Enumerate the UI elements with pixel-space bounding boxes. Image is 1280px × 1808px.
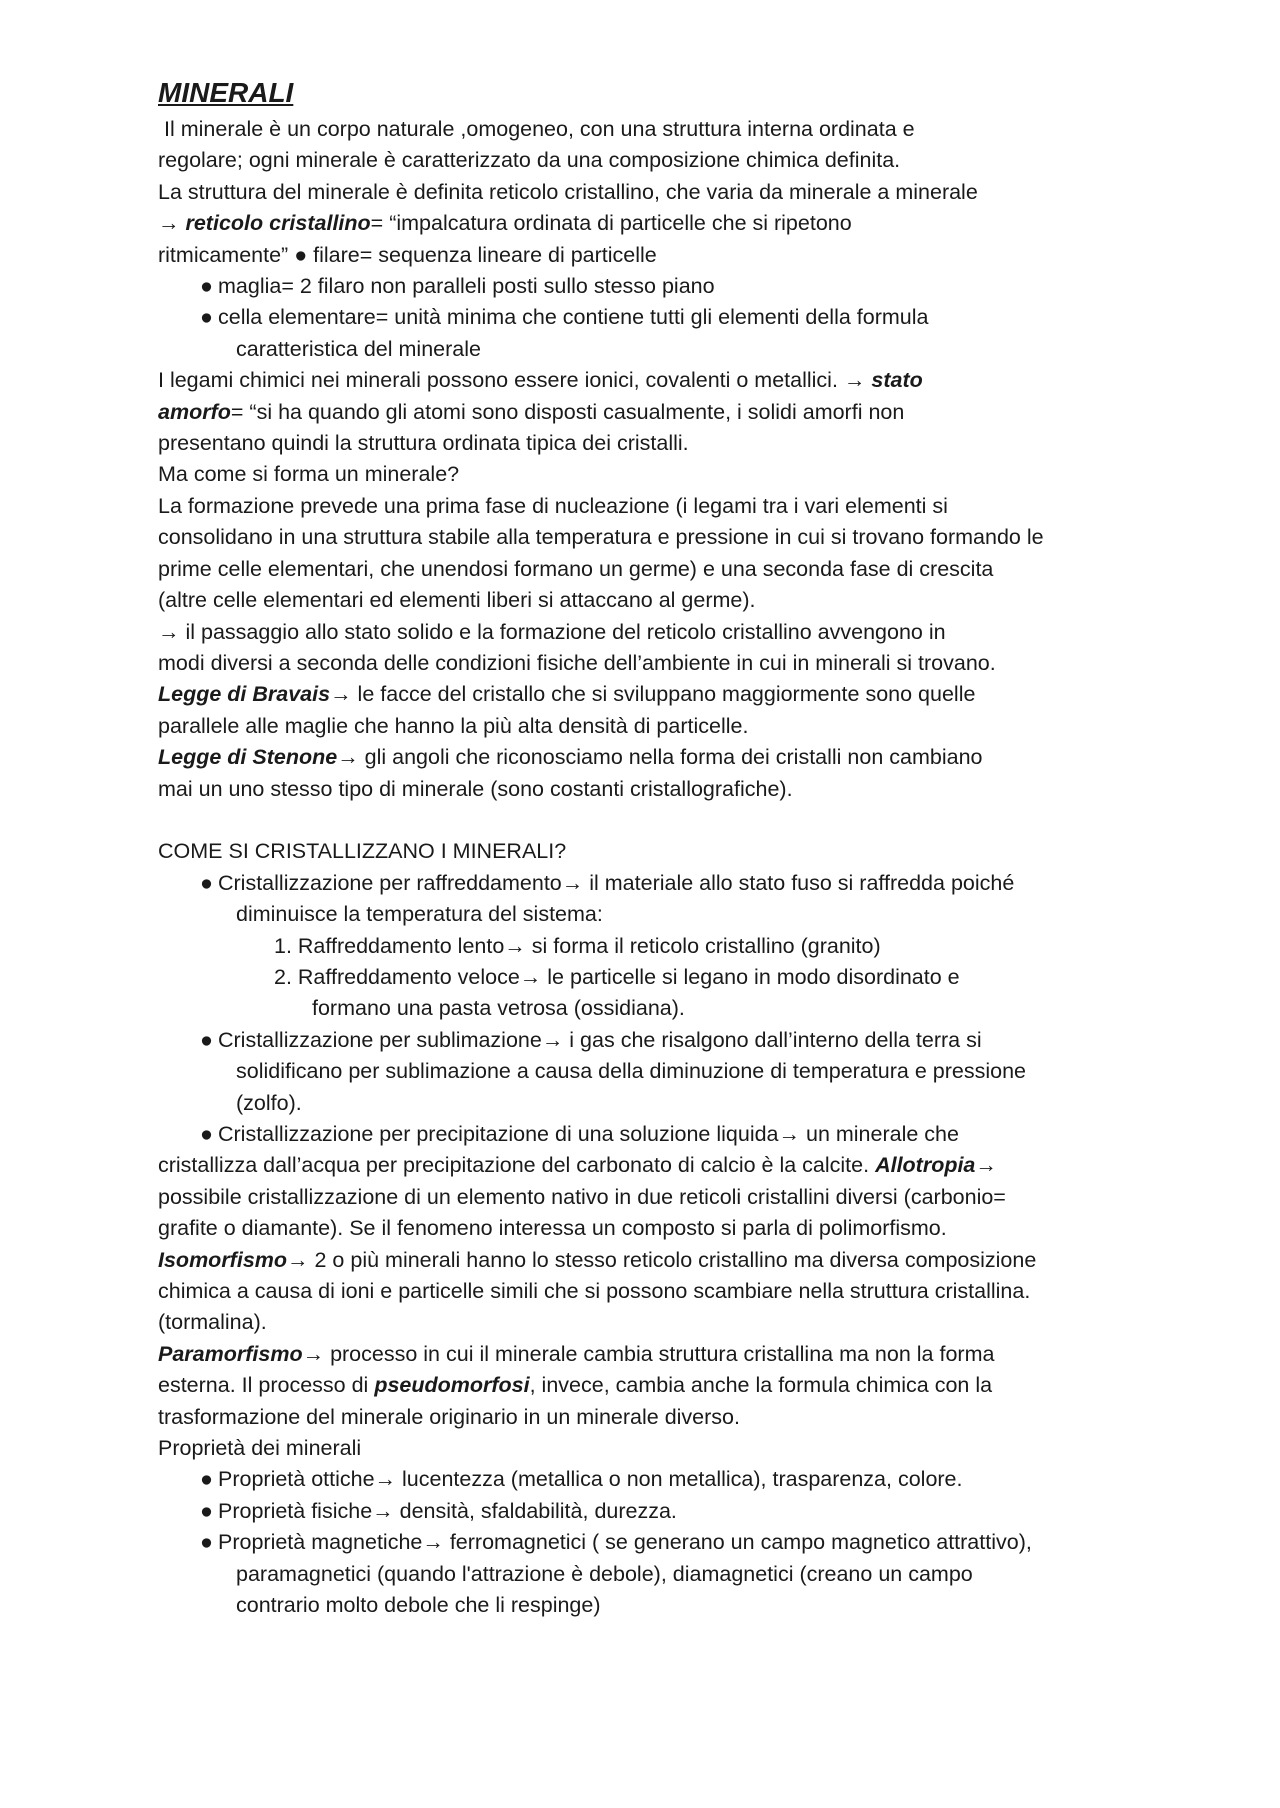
list-item: ● Cristallizzazione per raffreddamento→ il materiale allo stato fuso si raffredda poiché (158, 868, 1160, 899)
text-line: Paramorfismo→ processo in cui il minerale cambia struttura cristallina ma non la forma (158, 1341, 995, 1366)
text-line: prime celle elementari, che unendosi formano un germe) e una seconda fase di crescita (158, 556, 994, 581)
list-item: ● maglia= 2 filaro non paralleli posti sullo stesso piano (158, 271, 1160, 302)
bullet-icon: ● (200, 1467, 213, 1492)
text-line: solidificano per sublimazione a causa della diminuzione di temperatura e pressione (236, 1059, 1026, 1084)
text-line: parallele alle maglie che hanno la più alta densità di particelle. (158, 713, 749, 738)
text-line: La formazione prevede una prima fase di nucleazione (i legami tra i vari elementi si (158, 493, 948, 518)
text-line: Legge di Bravais→ le facce del cristallo che si sviluppano maggiormente sono quelle (158, 682, 976, 707)
bullet-icon: ● (200, 274, 213, 299)
text-line: Ma come si forma un minerale? (158, 462, 460, 487)
bullet-icon: ● (200, 1498, 213, 1523)
page-title: MINERALI (158, 77, 294, 108)
numbered-item: 1. Raffreddamento lento→ si forma il reticolo cristallino (granito) (274, 933, 881, 958)
bullet-icon: ● (200, 1027, 213, 1052)
text-line: presentano quindi la struttura ordinata tipica dei cristalli. (158, 431, 689, 456)
term-stato: stato (871, 368, 923, 393)
list-item: ● Proprietà magnetiche→ ferromagnetici ( se generano un campo magnetico attrattivo), (158, 1527, 1160, 1558)
bullet-icon: ● (200, 305, 213, 330)
text-line: (tormalina). (158, 1310, 267, 1335)
term-legge-bravais: Legge di Bravais (158, 682, 331, 707)
term-legge-stenone: Legge di Stenone (158, 745, 338, 770)
section-heading: Proprietà dei minerali (158, 1436, 362, 1461)
text-line: grafite o diamante). Se il fenomeno interessa un composto si parla di polimorfismo. (158, 1216, 947, 1241)
text-line: → reticolo cristallino= “impalcatura ordinata di particelle che si ripetono (158, 211, 852, 236)
bullet-icon: ● (200, 1530, 213, 1555)
text-line: regolare; ogni minerale è caratterizzato da una composizione chimica definita. (158, 148, 901, 173)
text-line: consolidano in una struttura stabile alla temperatura e pressione in cui si trovano formando le (158, 525, 1044, 550)
text-line: amorfo= “si ha quando gli atomi sono disposti casualmente, i solidi amorfi non (158, 399, 905, 424)
text-line: modi diversi a seconda delle condizioni fisiche dell’ambiente in cui in minerali si trovano. (158, 650, 996, 675)
term-amorfo: amorfo (158, 399, 231, 424)
text-line: La struttura del minerale è definita reticolo cristallino, che varia da minerale a minerale (158, 179, 978, 204)
numbered-item: 2. Raffreddamento veloce→ le particelle si legano in modo disordinato e (274, 964, 960, 989)
text-line: → il passaggio allo stato solido e la formazione del reticolo cristallino avvengono in (158, 619, 946, 644)
text-line: I legami chimici nei minerali possono essere ionici, covalenti o metallici. → stato (158, 368, 923, 393)
text-line: ritmicamente” ● filare= sequenza lineare di particelle (158, 242, 657, 267)
text-line: (zolfo). (236, 1090, 302, 1115)
text-line: paramagnetici (quando l'attrazione è debole), diamagnetici (creano un campo (236, 1561, 973, 1586)
text-line: (altre celle elementari ed elementi liberi si attaccano al germe). (158, 588, 756, 613)
text-line: trasformazione del minerale originario in un minerale diverso. (158, 1404, 740, 1429)
text-line: cristallizza dall’acqua per precipitazione del carbonato di calcio è la calcite. Allotropia→ (158, 1153, 997, 1178)
bullet-icon: ● (200, 870, 213, 895)
text-line: caratteristica del minerale (236, 336, 481, 361)
text-line: contrario molto debole che li respinge) (236, 1593, 601, 1618)
term-pseudomorfosi: pseudomorfosi (374, 1373, 530, 1398)
list-item: ● Proprietà ottiche→ lucentezza (metallica o non metallica), trasparenza, colore. (158, 1464, 1160, 1495)
text-line: possibile cristallizzazione di un elemento nativo in due reticoli cristallini diversi (carbonio= (158, 1184, 1006, 1209)
term-isomorfismo: Isomorfismo (158, 1247, 288, 1272)
list-item: ● Cristallizzazione per sublimazione→ i gas che risalgono dall’interno della terra si (158, 1025, 1160, 1056)
bullet-icon: ● (200, 1121, 213, 1146)
list-item: ● cella elementare= unità minima che contiene tutti gli elementi della formula (158, 302, 1160, 333)
text-line: Legge di Stenone→ gli angoli che riconosciamo nella forma dei cristalli non cambiano (158, 745, 983, 770)
section-heading: COME SI CRISTALLIZZANO I MINERALI? (158, 839, 567, 864)
term-paramorfismo: Paramorfismo (158, 1341, 303, 1366)
term-allotropia: Allotropia (875, 1153, 976, 1178)
term-reticolo-cristallino: reticolo cristallino (185, 211, 371, 236)
text-line: formano una pasta vetrosa (ossidiana). (312, 996, 685, 1021)
text-line: mai un uno stesso tipo di minerale (sono costanti cristallografiche). (158, 776, 793, 801)
list-item: ● Proprietà fisiche→ densità, sfaldabilità, durezza. (158, 1496, 1160, 1527)
text-line: diminuisce la temperatura del sistema: (236, 902, 603, 927)
text-line: esterna. Il processo di pseudomorfosi, invece, cambia anche la formula chimica con la (158, 1373, 993, 1398)
text-line: chimica a causa di ioni e particelle simili che si possono scambiare nella struttura cristallina. (158, 1279, 1031, 1304)
text-line: Isomorfismo→ 2 o più minerali hanno lo stesso reticolo cristallino ma diversa composizione (158, 1247, 1037, 1272)
list-item: ● Cristallizzazione per precipitazione di una soluzione liquida→ un minerale che (158, 1119, 1160, 1150)
text-line: Il minerale è un corpo naturale ,omogeneo, con una struttura interna ordinata e (164, 117, 915, 141)
